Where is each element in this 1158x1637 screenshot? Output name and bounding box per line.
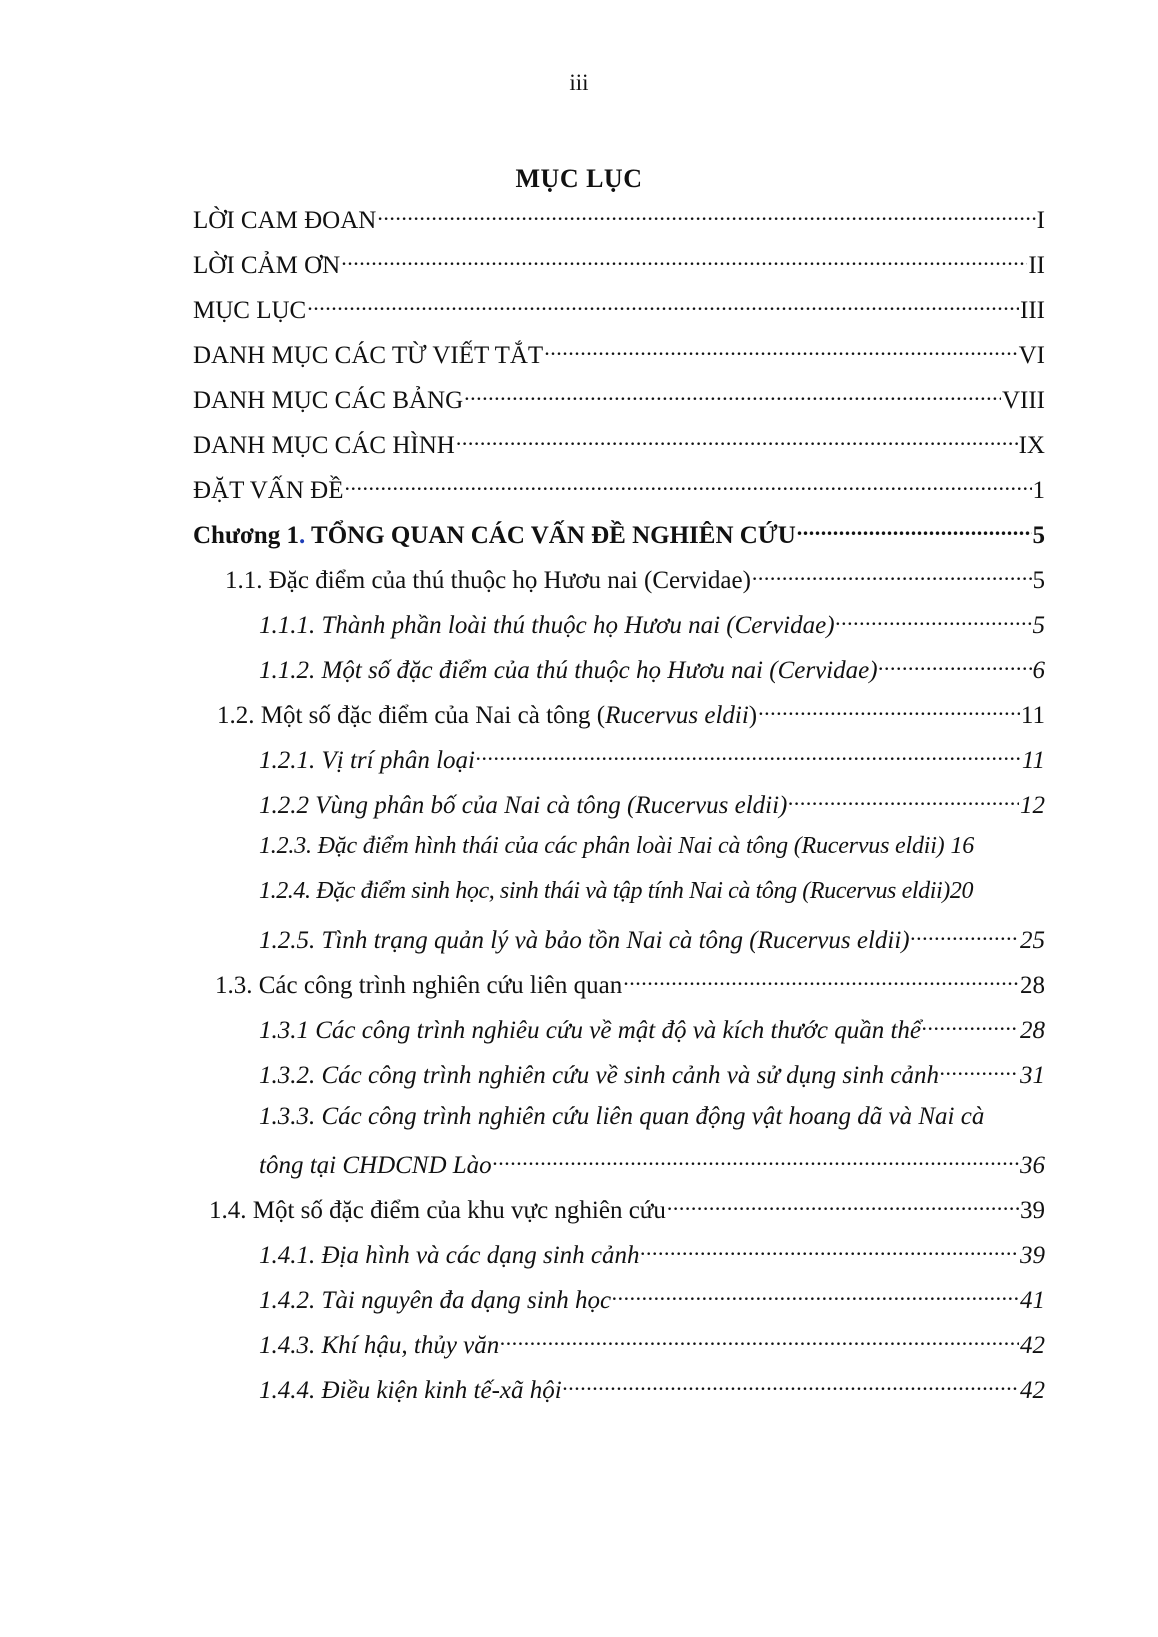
toc-entry-label: 1.4.4. Điều kiện kinh tế-xã hội — [259, 1377, 562, 1404]
toc-entry-label: LỜI CẢM ƠN — [193, 252, 341, 279]
toc-entry[interactable] — [193, 203, 1045, 248]
toc-entry-label: 1.2.3. Đặc điểm hình thái của các phân loài Nai cà tông (Rucervus eldii) — [259, 833, 945, 859]
section-label-part: ) — [748, 702, 758, 729]
toc-entry-page: 5 — [1032, 522, 1045, 549]
toc-subsection[interactable] — [193, 1328, 1045, 1373]
toc-entry[interactable] — [193, 428, 1045, 473]
toc-entry-page: 12 — [1020, 792, 1045, 819]
toc-entry-page: 39 — [1020, 1197, 1045, 1224]
toc-subsection[interactable] — [193, 608, 1045, 653]
toc-chapter-1[interactable] — [193, 518, 1045, 563]
toc-subsection-line1[interactable] — [193, 1103, 1045, 1148]
toc-subsection[interactable] — [193, 788, 1045, 833]
toc-entry-page: VIII — [1001, 387, 1045, 414]
leader-dots — [940, 1058, 1019, 1083]
leader-dots — [641, 1238, 1019, 1263]
toc-entry-label: DANH MỤC CÁC TỪ VIẾT TẮT — [193, 342, 544, 369]
leader-dots — [797, 518, 1032, 543]
toc-entry-label: DANH MỤC CÁC BẢNG — [193, 387, 464, 414]
toc-entry[interactable] — [193, 338, 1045, 383]
toc-entry-page: 16 — [950, 833, 975, 859]
toc-entry-page: 28 — [1020, 972, 1045, 999]
toc-entry-page: II — [1028, 252, 1045, 279]
leader-dots — [544, 338, 1017, 363]
toc-entry-label: 1.1.2. Một số đặc điểm của thú thuộc họ Hươu nai (Cervidae) — [259, 657, 878, 684]
toc-entry-page: 11 — [1020, 702, 1045, 729]
toc-entry-page: III — [1020, 297, 1045, 324]
page-number: iii — [569, 70, 589, 95]
toc-entry-label: 1.4.2. Tài nguyên đa dạng sinh học — [259, 1287, 612, 1314]
leader-dots — [836, 608, 1032, 633]
toc-entry-page: 5 — [1032, 567, 1045, 594]
leader-dots — [752, 563, 1032, 588]
leader-dots — [344, 473, 1031, 498]
leader-dots — [377, 203, 1035, 228]
toc-entry[interactable] — [193, 473, 1045, 518]
toc-subsection[interactable] — [193, 833, 1045, 878]
toc-entry-label: 1.1. Đặc điểm của thú thuộc họ Hươu nai (Cervidae) — [225, 567, 751, 594]
leader-dots — [464, 383, 1001, 408]
table-of-contents — [193, 203, 1045, 1418]
leader-dots — [456, 428, 1018, 453]
leader-dots — [612, 1283, 1019, 1308]
species-name: Rucervus eldii — [605, 702, 749, 729]
toc-entry-label: 1.3.2. Các công trình nghiên cứu về sinh cảnh và sử dụng sinh cảnh — [259, 1062, 939, 1089]
chapter-prefix: Chương 1 — [193, 522, 299, 549]
toc-entry-label: 1.2.1. Vị trí phân loại — [259, 747, 475, 774]
toc-subsection[interactable] — [193, 878, 1045, 923]
toc-subsection[interactable] — [193, 743, 1045, 788]
leader-dots — [476, 743, 1021, 768]
leader-dots — [307, 293, 1019, 318]
toc-entry-page: VI — [1018, 342, 1045, 369]
toc-entry-label: 1.3.1 Các công trình nghiêu cứu về mật độ và kích thước quần thể — [259, 1017, 921, 1044]
toc-entry-page: 6 — [1032, 657, 1045, 684]
toc-section[interactable] — [193, 968, 1045, 1013]
chapter-title: TỔNG QUAN CÁC VẤN ĐỀ NGHIÊN CỨU — [305, 522, 796, 549]
toc-entry-page: I — [1036, 207, 1045, 234]
toc-subsection[interactable] — [193, 1058, 1045, 1103]
toc-entry-label: 1.2.2 Vùng phân bố của Nai cà tông (Rucervus eldii) — [259, 792, 788, 819]
toc-subsection[interactable] — [193, 1238, 1045, 1283]
toc-entry-label: 1.3. Các công trình nghiên cứu liên quan — [215, 972, 623, 999]
toc-entry-page: 31 — [1020, 1062, 1045, 1089]
toc-entry-label — [217, 702, 757, 730]
toc-entry-label — [193, 522, 796, 550]
toc-entry-label: LỜI CAM ĐOAN — [193, 207, 377, 234]
toc-entry[interactable] — [193, 383, 1045, 428]
toc-entry-label: 1.3.3. Các công trình nghiên cứu liên quan động vật hoang dã và Nai cà — [259, 1103, 985, 1130]
toc-entry-label: 1.4. Một số đặc điểm của khu vực nghiên cứu — [209, 1197, 666, 1224]
leader-dots — [341, 248, 1027, 273]
toc-entry[interactable] — [193, 248, 1045, 293]
toc-entry-page: 20 — [949, 878, 974, 904]
leader-dots — [922, 1013, 1019, 1038]
toc-section[interactable] — [193, 563, 1045, 608]
toc-subsection[interactable] — [193, 923, 1045, 968]
toc-subsection[interactable] — [193, 1013, 1045, 1058]
toc-entry-page: 41 — [1020, 1287, 1045, 1314]
toc-subsection[interactable] — [193, 1283, 1045, 1328]
toc-section[interactable] — [193, 1193, 1045, 1238]
toc-subsection[interactable] — [193, 1373, 1045, 1418]
toc-entry-page: 25 — [1020, 927, 1045, 954]
leader-dots — [879, 653, 1032, 678]
leader-dots — [493, 1148, 1019, 1173]
toc-entry-page: 42 — [1020, 1332, 1045, 1359]
toc-entry-page: 39 — [1020, 1242, 1045, 1269]
leader-dots — [758, 698, 1020, 723]
toc-entry-label: 1.4.1. Địa hình và các dạng sinh cảnh — [259, 1242, 640, 1269]
toc-entry-label: 1.4.3. Khí hậu, thủy văn — [259, 1332, 500, 1359]
toc-entry-label: DANH MỤC CÁC HÌNH — [193, 432, 455, 459]
toc-entry-page: 28 — [1020, 1017, 1045, 1044]
leader-dots — [911, 923, 1019, 948]
toc-entry-page: 42 — [1020, 1377, 1045, 1404]
leader-dots — [788, 788, 1019, 813]
toc-entry-label: 1.2.5. Tình trạng quản lý và bảo tồn Nai cà tông (Rucervus eldii) — [259, 927, 910, 954]
toc-subsection-line2[interactable] — [193, 1148, 1045, 1193]
chapter-dot: . — [298, 522, 306, 549]
toc-entry-label: ĐẶT VẤN ĐỀ — [193, 477, 344, 504]
leader-dots — [563, 1373, 1019, 1398]
toc-title: MỤC LỤC — [515, 164, 643, 193]
toc-section[interactable] — [193, 698, 1045, 743]
toc-entry-page: 36 — [1020, 1152, 1045, 1179]
toc-entry-label: tông tại CHDCND Lào — [259, 1152, 492, 1179]
leader-dots — [623, 968, 1019, 993]
leader-dots — [667, 1193, 1019, 1218]
toc-entry-label: MỤC LỤC — [193, 297, 307, 324]
toc-entry[interactable] — [193, 293, 1045, 338]
toc-entry-page: IX — [1018, 432, 1045, 459]
section-label-part: 1.2. Một số đặc điểm của Nai cà tông ( — [217, 702, 606, 729]
toc-entry-page: 1 — [1032, 477, 1045, 504]
toc-entry-page: 11 — [1021, 747, 1045, 774]
toc-entry-page: 5 — [1032, 612, 1045, 639]
toc-subsection[interactable] — [193, 653, 1045, 698]
toc-entry-label: 1.2.4. Đặc điểm sinh học, sinh thái và tập tính Nai cà tông (Rucervus eldii) — [259, 878, 950, 904]
toc-entry-label: 1.1.1. Thành phần loài thú thuộc họ Hươu nai (Cervidae) — [259, 612, 835, 639]
leader-dots — [500, 1328, 1019, 1353]
